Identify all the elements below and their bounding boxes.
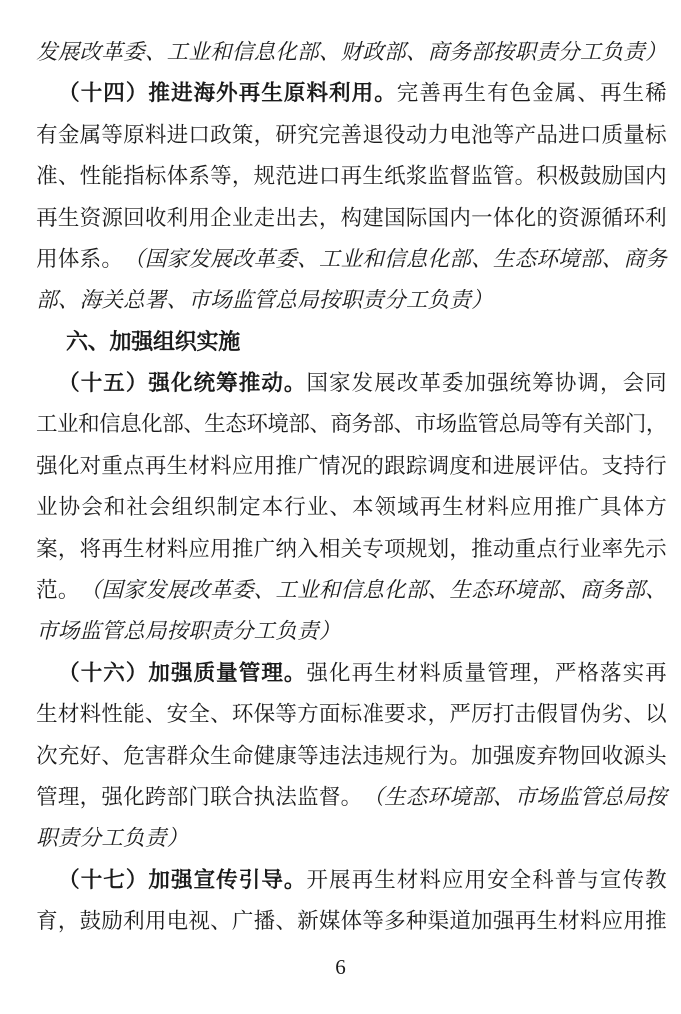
document-body: [36, 32, 667, 943]
text-line: 市 场 监 管 总 局 按 职 责 分 工 负 责 ）: [36, 619, 341, 644]
text-line: 管 理 ， 强 化 跨 部 门 联 合 执 法 监 督 。 （ 生 态 环 境 部 、 市 场 监 管 总 局 按: [36, 784, 667, 809]
text-line: 强 化 对 重 点 再 生 材 料 应 用 推 广 情 况 的 跟 踪 调 度 和 进 展 评 估 。 支 持 行: [36, 453, 667, 478]
text-line: 职 责 分 工 负 责 ）: [36, 826, 189, 851]
text-line: （ 十 四 ） 推 进 海 外 再 生 原 料 利 用 。 完 善 再 生 有 色 金 属 、 再 生 稀: [58, 81, 667, 106]
text-line: 发 展 改 革 委 、 工 业 和 信 息 化 部 、 财 政 部 、 商 务 部 按 职 责 分 工 负 责 ）: [36, 39, 667, 64]
text-line: （ 十 七 ） 加 强 宣 传 引 导 。 开 展 再 生 材 料 应 用 安 全 科 普 与 宣 传 教: [58, 867, 667, 892]
text-line: 生 材 料 性 能 、 安 全 、 环 保 等 方 面 标 准 要 求 ， 严 厉 打 击 假 冒 伪 劣 、 以: [36, 702, 667, 727]
text-line: 育 ， 鼓 励 利 用 电 视 、 广 播 、 新 媒 体 等 多 种 渠 道 加 强 再 生 材 料 应 用 推: [36, 909, 667, 934]
text-line: 用 体 系 。 （ 国 家 发 展 改 革 委 、 工 业 和 信 息 化 部 、 生 态 环 境 部 、 商 务: [36, 246, 667, 271]
text-line: 工 业 和 信 息 化 部 、 生 态 环 境 部 、 商 务 部 、 市 场 监 管 总 局 等 有 关 部 门 ，: [36, 412, 668, 437]
text-line: 次 充 好 、 危 害 群 众 生 命 健 康 等 违 法 违 规 行 为 。 加 强 废 弃 物 回 收 源 头: [36, 743, 667, 768]
text-line: 范 。 （ 国 家 发 展 改 革 委 、 工 业 和 信 息 化 部 、 生 态 环 境 部 、 商 务 部 、: [36, 578, 667, 603]
text-line: 部 、 海 关 总 署 、 市 场 监 管 总 局 按 职 责 分 工 负 责 ）: [36, 288, 493, 313]
section-heading-line: 六 、 加 强 组 织 实 施: [66, 329, 241, 355]
text-line: （ 十 六 ） 加 强 质 量 管 理 。 强 化 再 生 材 料 质 量 管 理 ， 严 格 落 实 再: [58, 660, 667, 685]
text-line: （ 十 五 ） 强 化 统 筹 推 动 。 国 家 发 展 改 革 委 加 强 统 筹 协 调 ， 会 同: [58, 371, 667, 396]
page-number: 6: [335, 955, 346, 979]
text-line: 再 生 资 源 回 收 利 用 企 业 走 出 去 ， 构 建 国 际 国 内 一 体 化 的 资 源 循 环 利: [36, 205, 667, 230]
text-line: 准 、 性 能 指 标 体 系 等 ， 规 范 进 口 再 生 纸 浆 监 督 监 管 。 积 极 鼓 励 国 内: [36, 164, 667, 189]
text-line: 案 ， 将 再 生 材 料 应 用 推 广 纳 入 相 关 专 项 规 划 ， 推 动 重 点 行 业 率 先 示: [36, 536, 667, 561]
text-line: 业 协 会 和 社 会 组 织 制 定 本 行 业 、 本 领 域 再 生 材 料 应 用 推 广 具 体 方: [36, 495, 667, 520]
text-line: 有 金 属 等 原 料 进 口 政 策 ， 研 究 完 善 退 役 动 力 电 池 等 产 品 进 口 质 量 标: [36, 122, 667, 147]
